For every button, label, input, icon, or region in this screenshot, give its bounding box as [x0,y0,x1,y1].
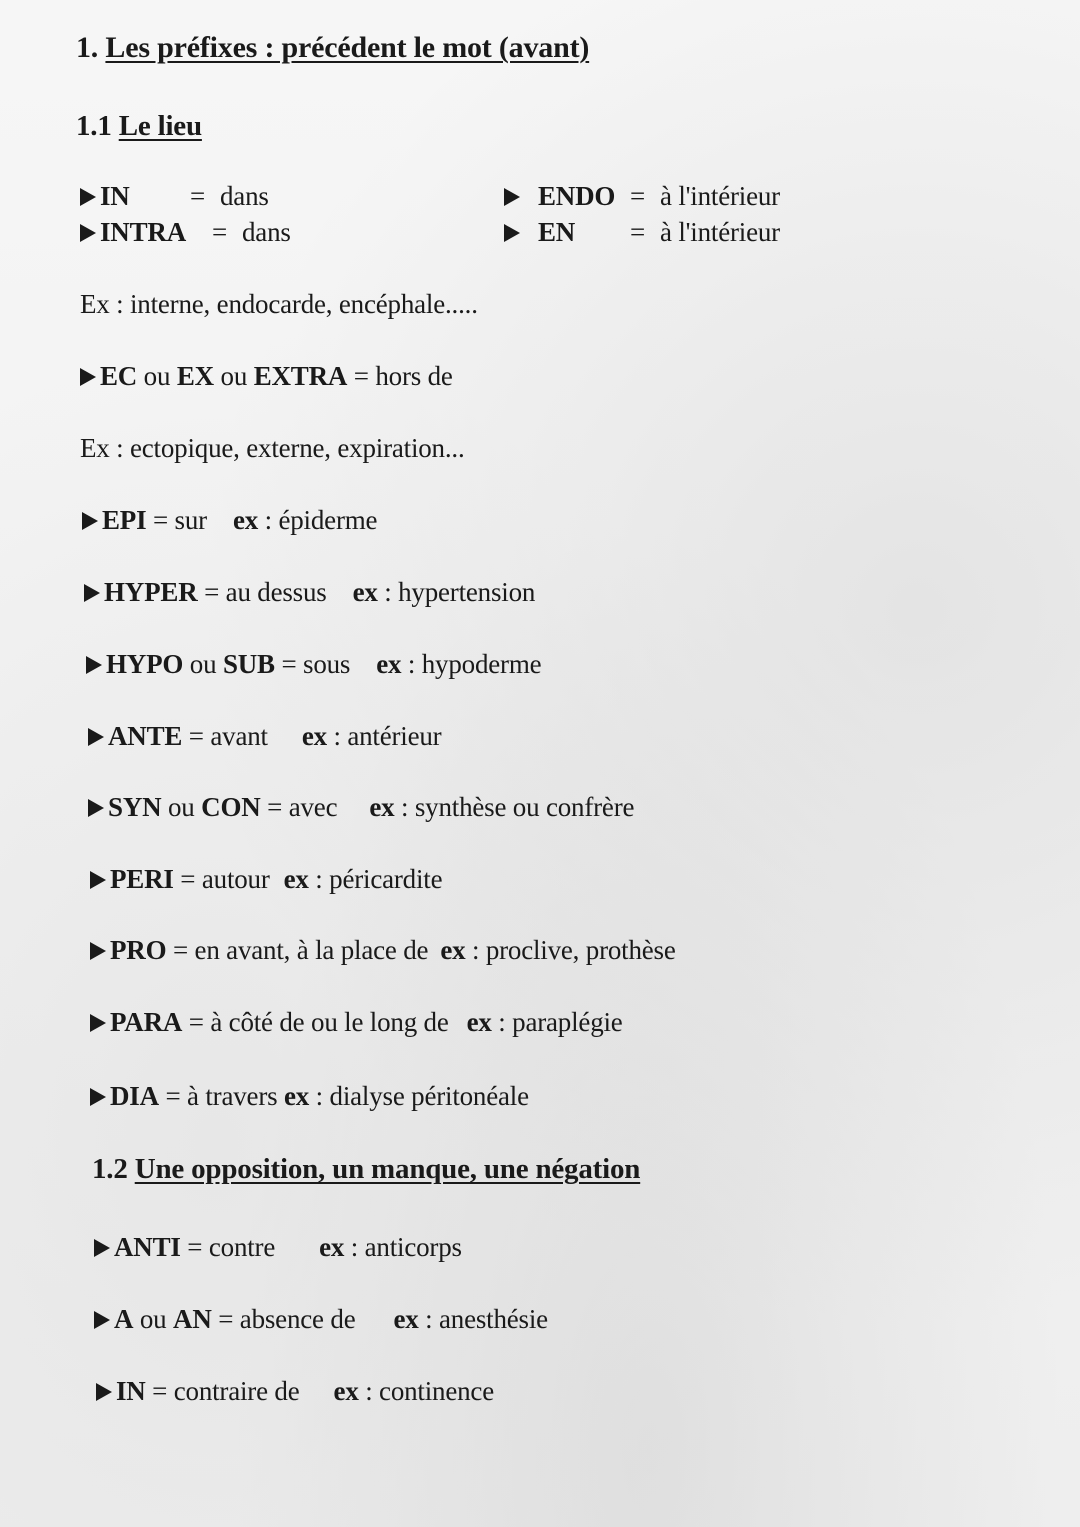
example-label: ex [376,649,402,679]
example-text: : synthèse ou confrère [401,792,635,822]
conjunction: ou [220,361,248,391]
prefix-line-pro [90,934,676,966]
prefix-meaning: = à travers [165,1081,278,1111]
triangle-bullet-icon [80,368,96,386]
conjunction: ou [143,361,171,391]
conjunction: ou [139,1304,167,1334]
page-title [76,32,589,64]
triangle-bullet-icon [90,942,106,960]
triangle-bullet-icon [88,728,104,746]
equals-sign: = [630,217,646,247]
prefix-line-ec [80,360,453,392]
prefix-line-dia [90,1080,529,1112]
triangle-bullet-icon [94,1239,110,1257]
section-heading-lieu [76,110,202,142]
prefix-term: ANTE [108,721,183,751]
prefix-meaning: dans [220,181,269,211]
prefix-line-syn [88,791,634,823]
prefix-meaning: = contre [187,1232,276,1262]
section-title: Le lieu [118,110,202,142]
triangle-bullet-icon [90,1088,106,1106]
title-number: 1. [76,31,99,64]
example-label: ex [393,1304,419,1334]
triangle-bullet-icon [504,224,520,242]
prefix-term: ENDO [538,181,616,211]
example-label: ex [319,1232,345,1262]
prefix-term: EPI [102,505,147,535]
example-text: : péricardite [315,864,443,894]
equals-sign: = [630,181,646,211]
section-number: 1.1 [76,110,112,142]
equals-sign: = [212,217,228,247]
example-label: ex [232,505,259,535]
example-line: Ex : interne, endocarde, encéphale..... [80,289,478,319]
example-text: : hypertension [384,577,536,607]
prefix-meaning: = sous [281,649,351,679]
prefix-term: DIA [110,1081,159,1111]
prefix-line-a-an [94,1303,548,1335]
triangle-bullet-icon [96,1383,112,1401]
example-label: ex [369,792,395,822]
example-label: ex [333,1376,359,1406]
prefix-line-hypo [86,648,541,680]
prefix-line-ante [88,720,441,752]
prefix-term: EC [100,361,138,391]
triangle-bullet-icon [94,1311,110,1329]
prefix-term-3: EXTRA [253,361,348,391]
example-label: ex [283,864,309,894]
example-label: ex [440,935,466,965]
prefix-meaning: dans [242,217,291,247]
prefix-term: HYPO [106,649,184,679]
prefix-term: IN [100,181,130,211]
example-line: Ex : ectopique, externe, expiration... [80,433,465,463]
lieu-item-intra [80,216,291,248]
prefix-term: INTRA [100,217,187,247]
prefix-line-peri [90,863,442,895]
conjunction: ou [189,649,217,679]
prefix-meaning: = avant [188,721,268,751]
prefix-term-2: EX [176,361,214,391]
example-label: ex [352,577,378,607]
prefix-line-para [90,1006,623,1038]
prefix-line-anti [94,1231,462,1263]
example-text: : antérieur [333,721,442,751]
prefix-meaning: = hors de [353,361,453,391]
prefix-line-hyper [84,576,535,608]
section-number: 1.2 [92,1153,128,1185]
prefix-term: PARA [110,1007,183,1037]
example-text: : continence [365,1376,494,1406]
prefix-meaning: à l'intérieur [660,217,780,247]
prefix-term-2: CON [201,792,261,822]
example-label: ex [466,1007,492,1037]
triangle-bullet-icon [504,188,520,206]
section-heading-opposition [92,1153,640,1185]
equals-sign: = [190,181,206,211]
example-text: : dialyse péritonéale [315,1081,529,1111]
prefix-term-2: SUB [222,649,275,679]
prefix-meaning: = absence de [218,1304,356,1334]
prefix-meaning: = à côté de ou le long de [188,1007,449,1037]
example-label: ex [284,1081,310,1111]
lieu-item-in [80,180,269,212]
triangle-bullet-icon [86,656,102,674]
example-text: : hypoderme [407,649,542,679]
lieu-item-endo [504,180,780,212]
triangle-bullet-icon [80,188,96,206]
triangle-bullet-icon [88,799,104,817]
prefix-meaning: = contraire de [152,1376,300,1406]
prefix-term: EN [538,217,576,247]
example-text: : épiderme [264,505,378,535]
prefix-term: PERI [110,864,174,894]
example-text: : proclive, prothèse [471,935,676,965]
prefix-meaning: = autour [180,864,270,894]
prefix-term: ANTI [114,1232,181,1262]
prefix-meaning: = au dessus [204,577,327,607]
example-text: : paraplégie [498,1007,623,1037]
prefix-term: A [114,1304,134,1334]
prefix-term: PRO [110,935,167,965]
triangle-bullet-icon [90,1014,106,1032]
section-title: Une opposition, un manque, une négation [134,1153,641,1185]
prefix-line-epi [82,504,377,536]
prefix-line-in-negation [96,1375,494,1407]
prefix-meaning: à l'intérieur [660,181,780,211]
prefix-term: HYPER [104,577,198,607]
prefix-meaning: = avec [267,792,338,822]
triangle-bullet-icon [80,224,96,242]
prefix-meaning: = en avant, à la place de [172,935,429,965]
prefix-term-2: AN [173,1304,212,1334]
prefix-meaning: = sur [152,505,207,535]
conjunction: ou [167,792,195,822]
title-text: Les préfixes : précédent le mot (avant) [105,31,590,64]
example-text: : anticorps [350,1232,462,1262]
example-text: : anesthésie [425,1304,548,1334]
example-label: ex [301,721,327,751]
triangle-bullet-icon [84,584,100,602]
prefix-term: IN [116,1376,146,1406]
lieu-item-en [504,216,780,248]
prefix-term: SYN [108,792,162,822]
triangle-bullet-icon [90,871,106,889]
triangle-bullet-icon [82,512,98,530]
